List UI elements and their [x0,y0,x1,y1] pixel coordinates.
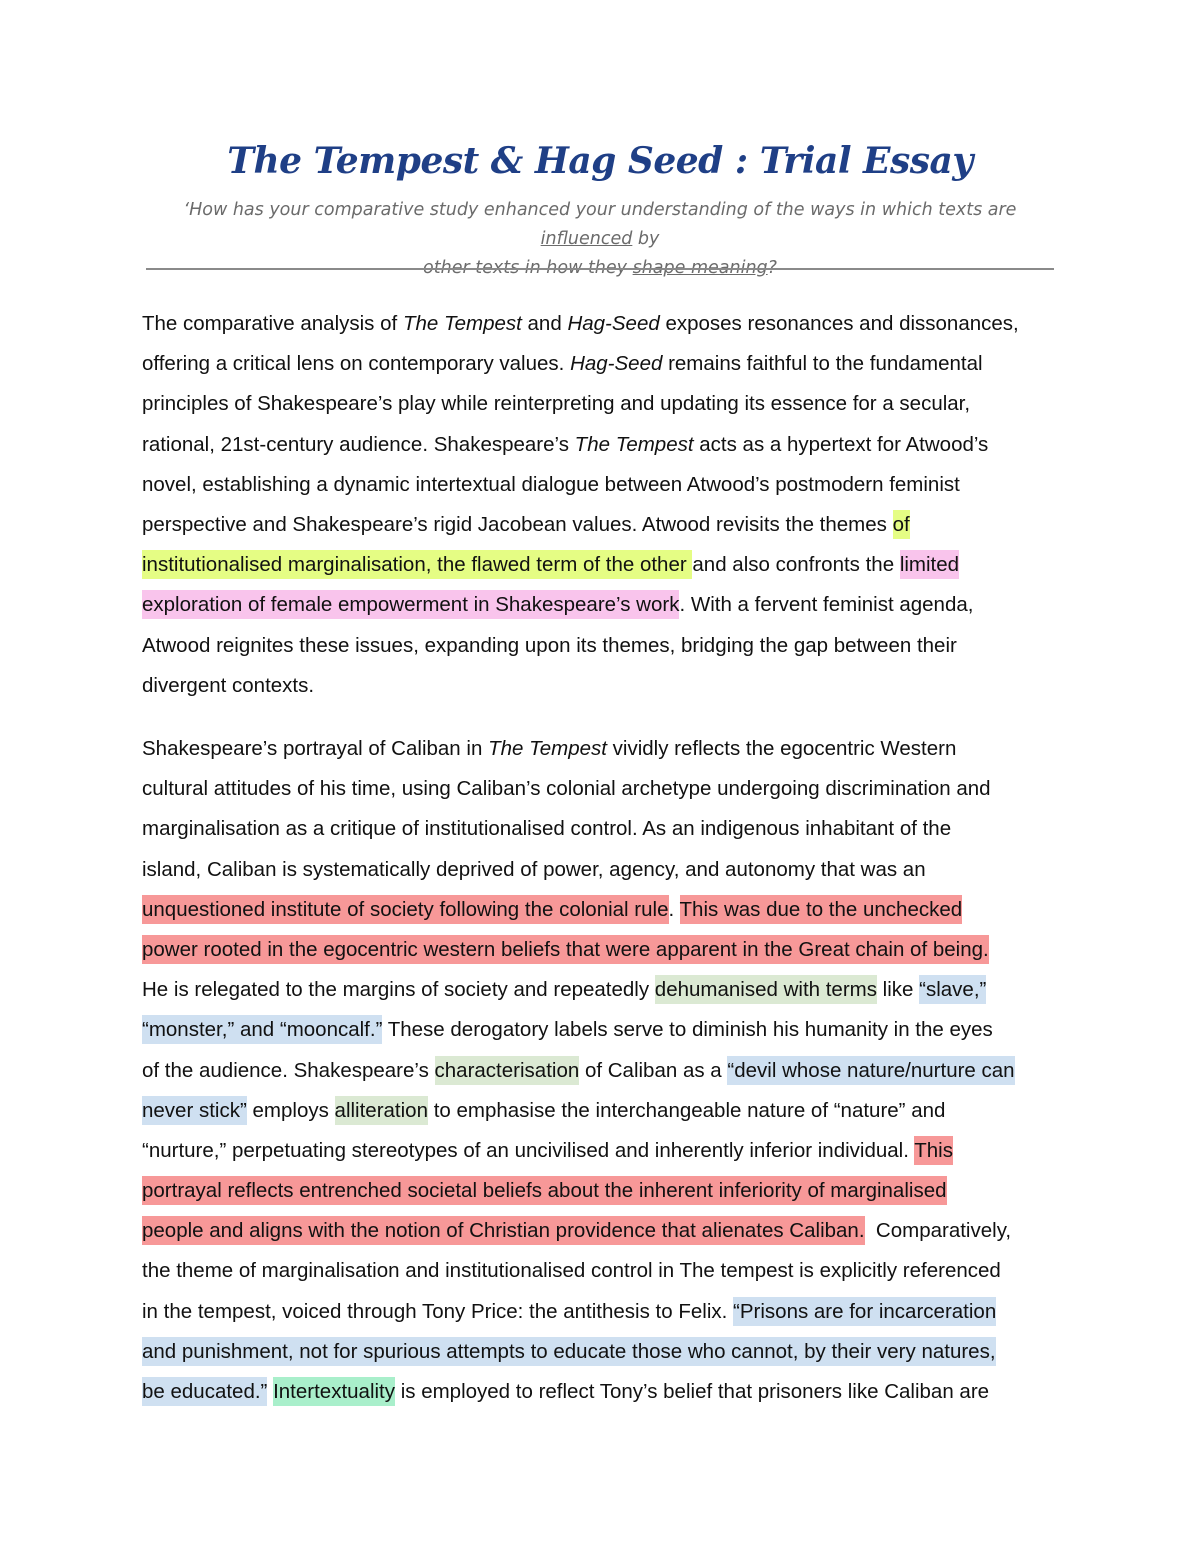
text-run: of Caliban as a [579,1058,728,1082]
text-line [142,304,1072,344]
text-line: marginalisation as a critique of institutionalised control. As an indigenous inhabitant of the [142,817,952,841]
highlight-green: characterisation [435,1056,580,1085]
text-line [142,1292,1072,1332]
highlight-blue: “Prisons are for incarceration [733,1297,996,1326]
question-text: by [632,229,660,249]
text-run: vividly reflects the egocentric Western [606,737,957,760]
text-run-italic: The Tempest [488,737,607,760]
highlight-blue: “slave,” [919,975,986,1004]
highlight-red: This [914,1136,953,1165]
text-line: principles of Shakespeare’s play while reinterpreting and updating its essence for a secular, [142,392,971,416]
text-run-italic: Hag-Seed [567,312,660,335]
highlight-red: power rooted in the egocentric western beliefs that were apparent in the Great chain of being. [142,935,989,964]
text-run: of the audience. Shakespeare’s [142,1058,435,1082]
text-run: exposes resonances and dissonances, [659,312,1019,335]
text-line: island, Caliban is systematically deprived of power, agency, and autonomy that was an [142,857,926,881]
text-line [142,545,1072,585]
paragraph-body [142,729,1072,1412]
text-line: Atwood reignites these issues, expanding upon its themes, bridging the gap between their [142,633,957,657]
highlight-green: alliteration [335,1096,428,1125]
text-run-italic: The Tempest [574,432,694,456]
text-line: divergent contexts. [142,673,315,697]
text-line [142,344,1072,384]
text-line [142,425,1072,465]
text-run: Shakespeare’s portrayal of Caliban in [142,737,489,760]
text-line: novel, establishing a dynamic intertextual dialogue between Atwood’s postmodern feminist [142,472,960,496]
text-line [142,1091,1072,1131]
text-run: perspective and Shakespeare’s rigid Jacobean values. Atwood revisits the themes [142,512,893,536]
highlight-red: people and aligns with the notion of Christian providence that alienates Caliban. [142,1216,865,1245]
text-run: “nurture,” perpetuating stereotypes of an uncivilised and inherently inferior individual. [142,1138,915,1162]
paragraph-introduction [142,304,1072,706]
text-run: is employed to reflect Tony’s belief that prisoners like Caliban are [395,1380,990,1403]
text-run: remains faithful to the fundamental [662,352,983,376]
highlight-green: dehumanised with terms [655,975,877,1004]
text-run: like [876,978,920,1002]
text-line [142,729,1072,769]
highlight-lime: of [893,510,910,539]
text-run: These derogatory labels serve to diminish his humanity in the eyes [382,1018,993,1042]
text-line [142,1131,1072,1171]
text-line [142,970,1072,1010]
text-run-italic: The Tempest [402,312,522,335]
highlight-blue: “monster,” and “mooncalf.” [142,1015,382,1044]
text-run: and [521,312,568,335]
text-line [142,930,1072,970]
text-run: . [668,897,680,921]
text-run: offering a critical lens on contemporary values. [142,352,571,376]
text-run: He is relegated to the margins of society and repeatedly [142,978,655,1002]
highlight-blue: and punishment, not for spurious attempts to educate those who cannot, by their very natures, [142,1337,996,1366]
text-line [142,585,1072,625]
text-run-italic: Hag-Seed [570,352,663,376]
text-line [142,1372,1072,1412]
highlight-blue: “devil whose nature/nurture can [727,1056,1014,1085]
text-line [142,1171,1072,1211]
header-divider [146,268,1054,270]
text-run: The comparative analysis of [142,312,403,335]
text-line [142,1332,1072,1372]
highlight-blue: be educated.” [142,1377,267,1406]
highlight-red: unquestioned institute of society following the colonial rule [142,895,669,924]
highlight-pink: exploration of female empowerment in Shakespeare’s work [142,590,679,619]
text-run: Comparatively, [864,1219,1012,1243]
highlight-blue: never stick” [142,1096,247,1125]
text-run: to emphasise the interchangeable nature of “nature” and [428,1098,946,1122]
text-run: . With a fervent feminist agenda, [679,593,974,617]
question-text: ‘How has your comparative study enhanced your understanding of the ways in which texts are [183,200,1017,220]
text-run: in the tempest, voiced through Tony Price: the antithesis to Felix. [142,1299,734,1323]
question-text: ? [767,258,777,278]
question-underlined-phrase: shape meaning [632,258,768,278]
highlight-red: This was due to the unchecked [680,895,963,924]
text-run: employs [246,1098,335,1122]
essay-title: The Tempest & Hag Seed : Trial Essay [227,140,973,182]
highlight-red: portrayal reflects entrenched societal beliefs about the inherent inferiority of marginalised [142,1176,947,1205]
text-line: cultural attitudes of his time, using Caliban’s colonial archetype undergoing discrimination and [142,777,991,801]
question-text: other texts in how they [423,258,633,278]
text-line [142,1051,1072,1091]
question-underlined-word: influenced [540,229,633,249]
text-run: acts as a hypertext for Atwood’s [693,432,989,456]
text-line [142,505,1072,545]
text-line [142,1211,1072,1251]
highlight-pink: limited [900,550,959,579]
text-line [142,890,1072,930]
text-run: and also confronts the [692,553,900,577]
text-line [142,1010,1072,1050]
text-run: rational, 21st-century audience. Shakespeare’s [142,432,575,456]
highlight-lime: institutionalised marginalisation, the flawed term of the other [142,550,692,579]
text-line: the theme of marginalisation and institutionalised control in The tempest is explicitly referenced [142,1259,1001,1283]
highlight-teal: Intertextuality [273,1377,395,1406]
